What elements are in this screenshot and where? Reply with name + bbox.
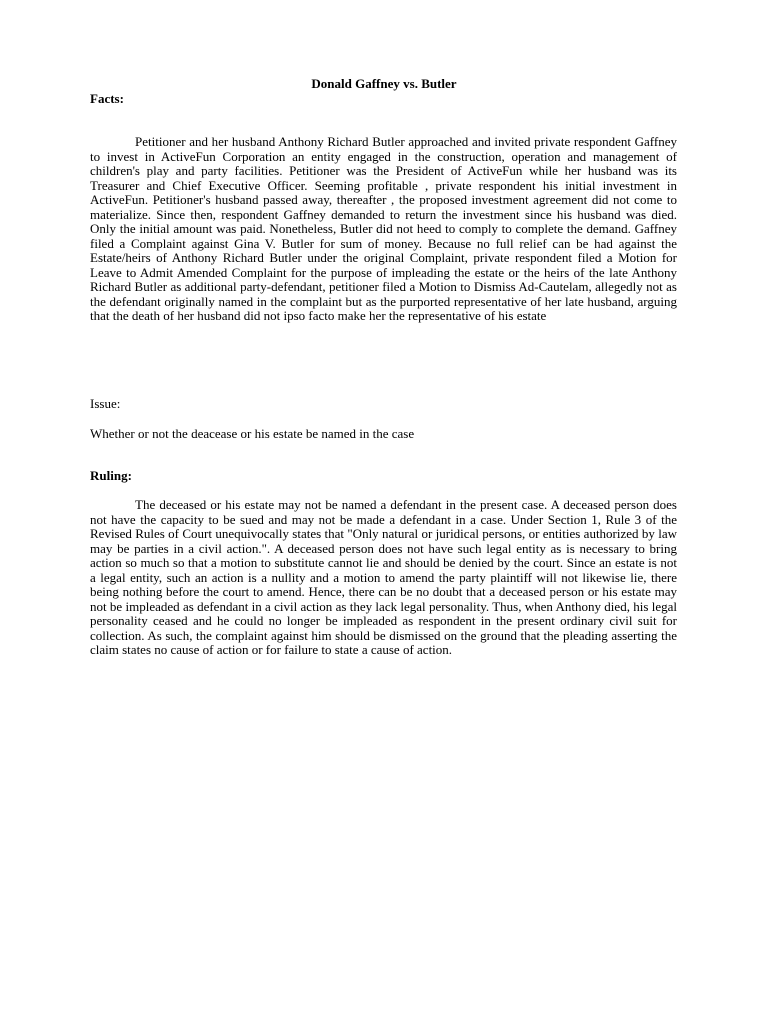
document-title: Donald Gaffney vs. Butler <box>311 76 457 91</box>
facts-heading: Facts: <box>90 91 124 106</box>
ruling-paragraph: The deceased or his estate may not be named a defendant in the present case. A deceased person does not have the capacity to be sued and may not be made a defendant in a case. Under Section 1, Rule 3 of the Revised Rules of Court unequivocally states that "Only natural or juridical persons, or entities authorized by law may be parties in a civil action.". A deceased person does not have such legal entity as is necessary to bring action so much so that a motion to substitute cannot lie and should be denied by the court. Since an estate is not a legal entity, such an action is a nullity and a motion to amend the party plaintiff will not likewise lie, there being nothing before the court to amend. Hence, there can be no doubt that a deceased person or his estate may not be impleaded as defendant in a civil action as they lack legal personality. Thus, when Anthony died, his legal personality ceased and he could no longer be impleaded as respondent in the present ordinary civil suit for collection. As such, the complaint against him should be dismissed on the ground that the pleading asserting the claim states no cause of action or for failure to state a cause of action. <box>90 497 677 657</box>
ruling-heading: Ruling: <box>90 468 132 483</box>
facts-paragraph: Petitioner and her husband Anthony Richard Butler approached and invited private respondent Gaffney to invest in ActiveFun Corporation an entity engaged in the construction, operation and management of children's play and party facilities. Petitioner was the President of ActiveFun while her husband was its Treasurer and Chief Executive Officer. Seeming profitable , private respondent his initial investment in ActiveFun. Petitioner's husband passed away, thereafter , the proposed investment agreement did not come to materialize. Since then, respondent Gaffney demanded to return the investment since his husband was died. Only the initial amount was paid. Nonetheless, Butler did not heed to comply to complete the demand. Gaffney filed a Complaint against Gina V. Butler for sum of money. Because no full relief can be had against the Estate/heirs of Anthony Richard Butler under the original Complaint, private respondent filed a Motion for Leave to Admit Amended Complaint for the purpose of impleading the estate or the heirs of the late Anthony Richard Butler as additional party-defendant, petitioner filed a Motion to Dismiss Ad-Cautelam, allegedly not as the defendant originally named in the complaint but as the purported representative of her late husband, arguing that the death of her husband did not ipso facto make her the representative of his estate <box>90 134 677 323</box>
issue-paragraph: Whether or not the deacease or his estate be named in the case <box>90 426 415 441</box>
issue-heading: Issue: <box>90 396 121 411</box>
